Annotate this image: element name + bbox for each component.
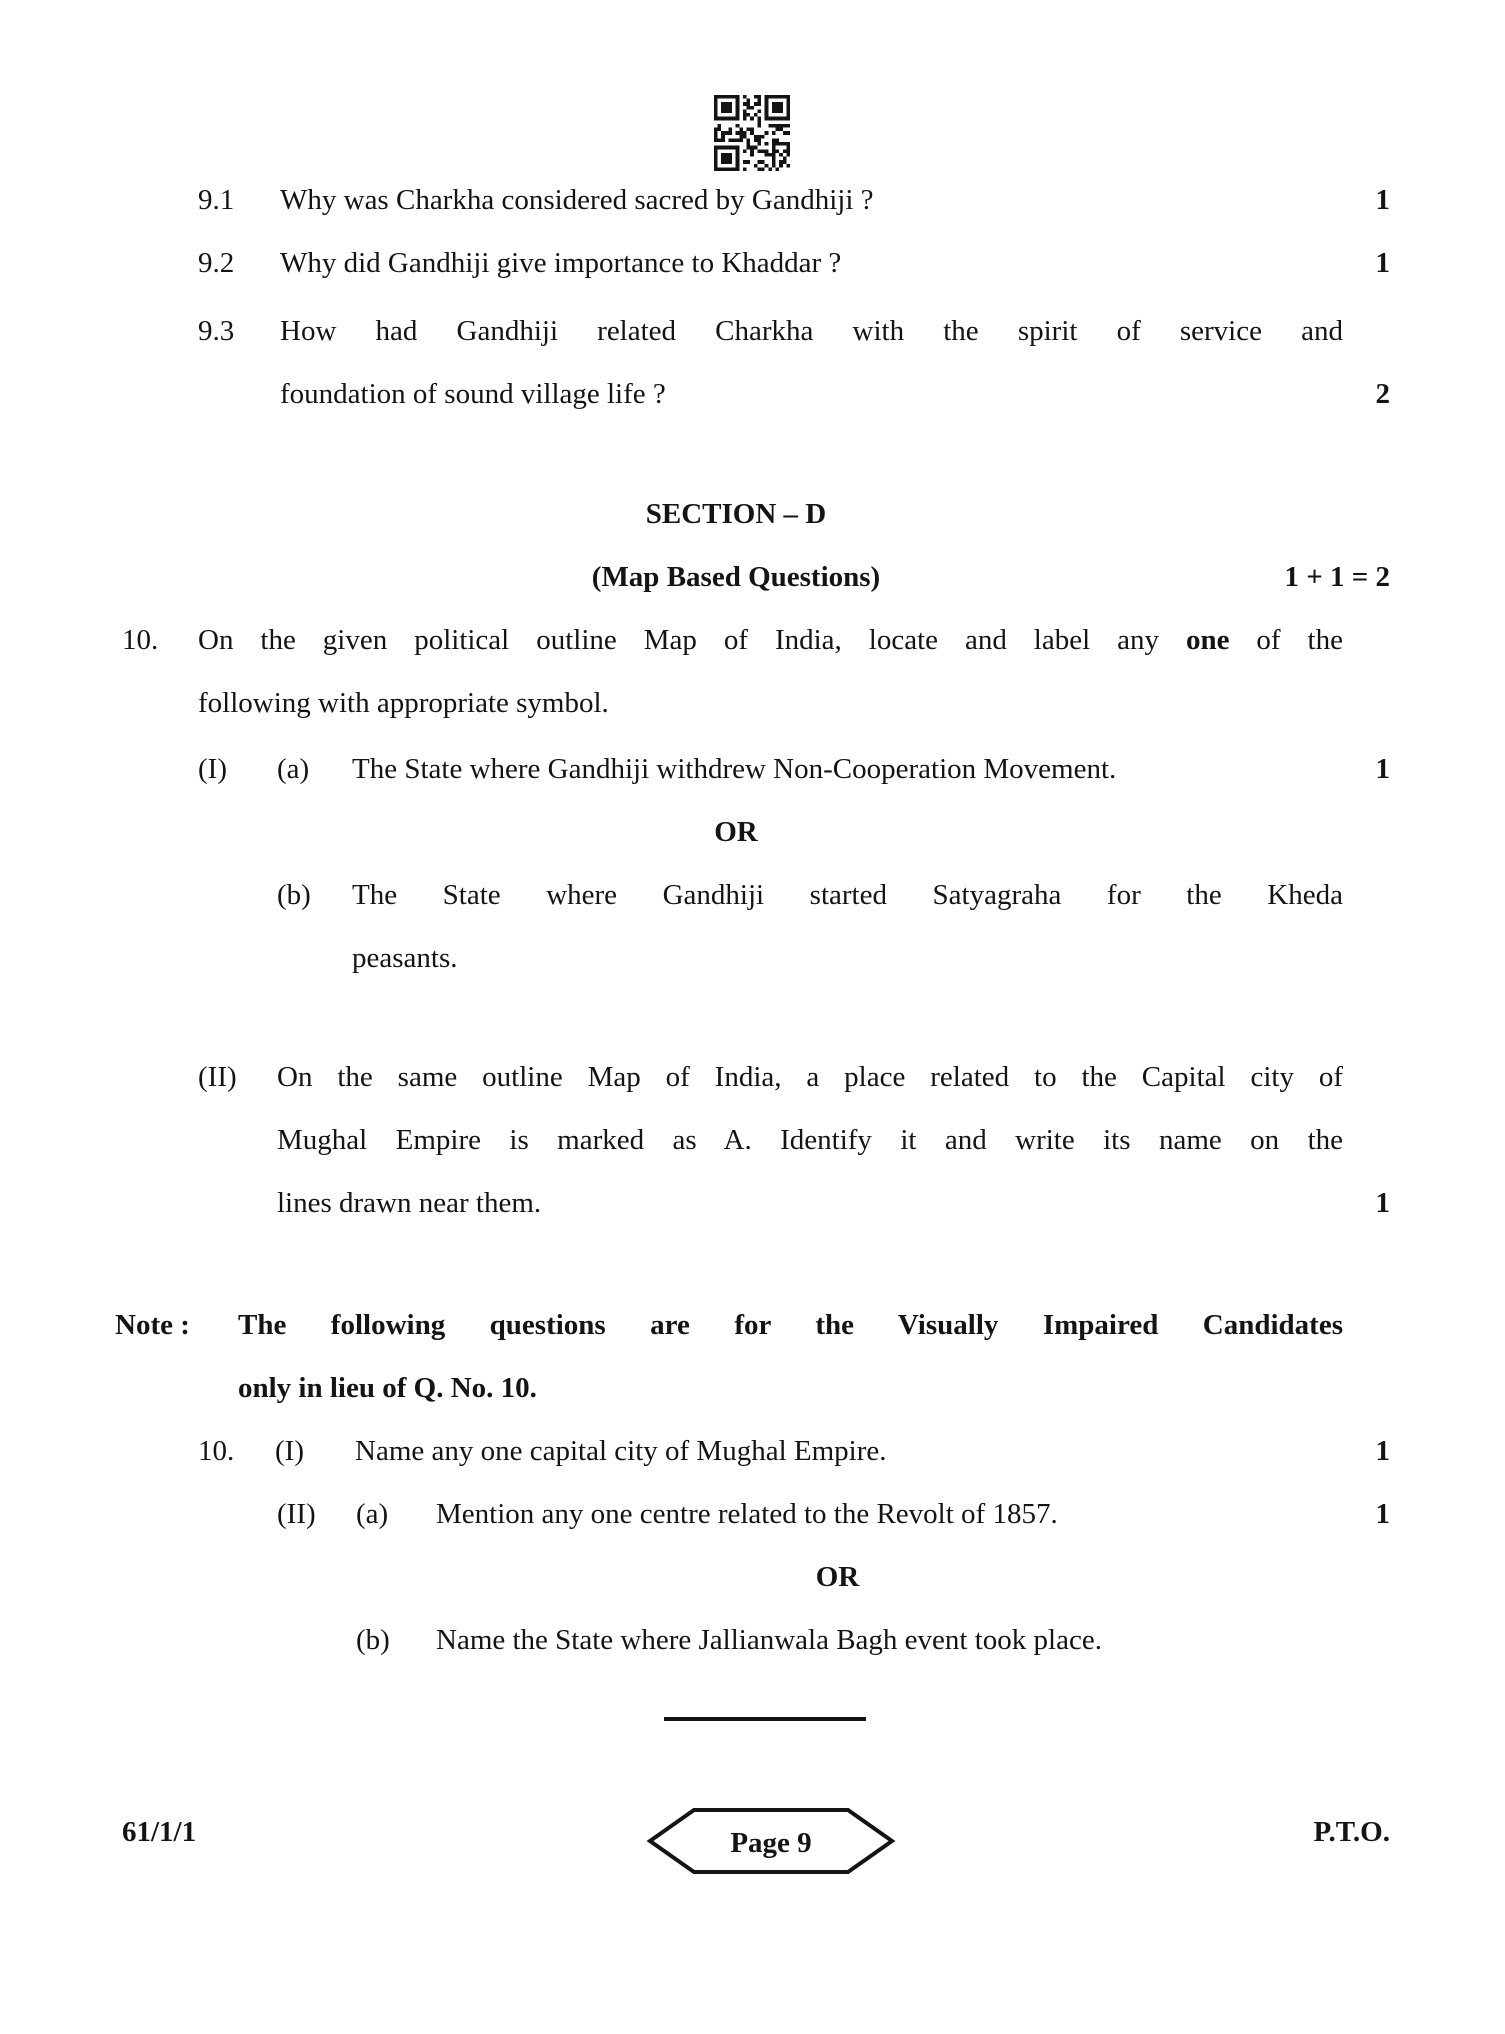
page-content	[0, 169, 1505, 1721]
note-row	[115, 1294, 1390, 1420]
option-label: (a)	[356, 1498, 389, 1530]
question-number: 10.	[198, 1435, 235, 1467]
question-row-9-2	[198, 232, 1390, 295]
intro-text-post: of the	[1229, 624, 1343, 656]
question-number: 9.1	[198, 184, 235, 216]
question-text-line: Why did Gandhiji give importance to Khaddar ?	[280, 247, 842, 279]
marks-value: 2	[1375, 378, 1390, 410]
question-text-line: Name the State where Jallianwala Bagh event took place.	[436, 1624, 1102, 1656]
part-label: (I)	[198, 753, 227, 785]
pto-label: P.T.O.	[1313, 1816, 1390, 1848]
question-text-line	[198, 609, 1343, 672]
option-label: (a)	[277, 753, 310, 785]
question-text-line: Why was Charkha considered sacred by Gandhiji ?	[280, 184, 874, 216]
question-row-9-3	[198, 300, 1390, 426]
part-label: (II)	[277, 1498, 316, 1530]
marks-spacer	[1343, 1609, 1390, 1672]
question-text-line: The State where Gandhiji started Satyagraha for the Kheda	[352, 879, 1343, 911]
question-row-9-1	[198, 169, 1390, 232]
question-number: 9.3	[198, 315, 235, 347]
marks-spacer	[1343, 609, 1390, 735]
question-text-line: foundation of sound village life ?	[280, 378, 666, 410]
vi-question-row-10-II-a	[277, 1483, 1390, 1546]
question-text-line: Mughal Empire is marked as A. Identify it and write its name on the	[277, 1124, 1343, 1156]
vi-question-row-10-II-b	[356, 1609, 1390, 1672]
marks-value: 1	[1375, 1498, 1390, 1530]
page-number-label: Page 9	[730, 1827, 812, 1859]
question-text-line: How had Gandhiji related Charkha with the spirit of service and	[280, 315, 1343, 347]
note-label: Note :	[115, 1309, 190, 1341]
marks-value: 1	[1375, 184, 1390, 216]
question-text-line: Name any one capital city of Mughal Empire.	[355, 1435, 887, 1467]
intro-text-pre: On the given political outline Map of India, locate and label any	[198, 624, 1186, 656]
option-label: (b)	[356, 1624, 390, 1656]
page-number-hexagon	[646, 1806, 896, 1876]
question-text-line: following with appropriate symbol.	[198, 687, 609, 719]
marks-value: 1	[1375, 1435, 1390, 1467]
marks-spacer	[1343, 1294, 1390, 1420]
question-text	[280, 169, 1343, 232]
question-row-10	[122, 609, 1390, 735]
part-label: (II)	[198, 1061, 237, 1093]
question-text	[280, 232, 1343, 295]
question-row-10-I-a	[198, 738, 1390, 801]
section-subtitle-row	[122, 546, 1390, 609]
note-text	[238, 1294, 1343, 1420]
question-text	[277, 1046, 1343, 1235]
question-row-10-I-b	[277, 864, 1390, 990]
marks-value: 1	[1375, 753, 1390, 785]
marks-value: 1	[1375, 1187, 1390, 1219]
section-subtitle: (Map Based Questions)	[591, 561, 881, 593]
qr-code-image	[714, 95, 790, 171]
question-text-line: The State where Gandhiji withdrew Non-Cooperation Movement.	[352, 753, 1117, 785]
question-text	[352, 738, 1343, 801]
marks-value: 1	[1375, 247, 1390, 279]
section-marks-formula: 1 + 1 = 2	[1284, 561, 1390, 593]
question-text-line: lines drawn near them.	[277, 1187, 542, 1219]
note-text-line: only in lieu of Q. No. 10.	[238, 1372, 537, 1404]
paper-code: 61/1/1	[122, 1816, 197, 1848]
question-number: 9.2	[198, 247, 235, 279]
or-separator: OR	[714, 816, 758, 848]
question-text	[198, 609, 1343, 735]
question-text	[355, 1420, 1343, 1483]
marks-spacer	[1343, 864, 1390, 990]
option-label: (b)	[277, 879, 311, 911]
question-text-line: Mention any one centre related to the Revolt of 1857.	[436, 1498, 1058, 1530]
question-text	[436, 1483, 1343, 1546]
end-rule-divider	[664, 1717, 866, 1721]
question-text	[352, 864, 1343, 990]
question-text	[436, 1609, 1343, 1672]
note-text-line: The following questions are for the Visually Impaired Candidates	[238, 1309, 1343, 1341]
or-separator: OR	[815, 1561, 860, 1593]
question-row-10-II	[198, 1046, 1390, 1235]
question-text	[280, 300, 1343, 426]
question-number: 10.	[122, 624, 159, 656]
question-text-line: On the same outline Map of India, a place related to the Capital city of	[277, 1061, 1343, 1093]
section-title: SECTION – D	[645, 498, 827, 530]
part-label: (I)	[275, 1435, 304, 1467]
intro-text-bold: one	[1185, 624, 1230, 656]
question-text-line: peasants.	[352, 942, 458, 974]
vi-question-row-10-I	[198, 1420, 1390, 1483]
